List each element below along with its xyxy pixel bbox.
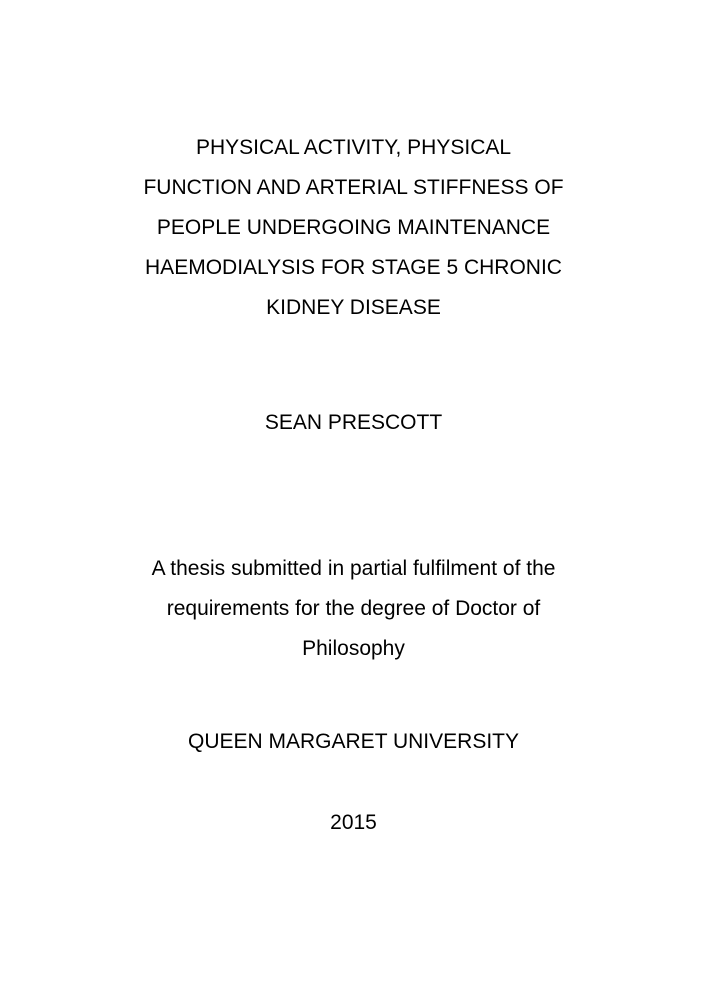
thesis-title-line: FUNCTION AND ARTERIAL STIFFNESS OF bbox=[143, 176, 564, 199]
author-name-text: SEAN PRESCOTT bbox=[264, 411, 443, 434]
degree-statement-line: requirements for the degree of Doctor of bbox=[166, 597, 541, 620]
submission-year-text: 2015 bbox=[330, 811, 377, 834]
thesis-title-line: KIDNEY DISEASE bbox=[266, 296, 441, 319]
degree-statement bbox=[0, 549, 707, 669]
degree-statement-line: A thesis submitted in partial fulfilment of the bbox=[151, 557, 556, 580]
institution-name bbox=[0, 722, 707, 762]
thesis-title-line: HAEMODIALYSIS FOR STAGE 5 CHRONIC bbox=[145, 256, 562, 279]
submission-year bbox=[0, 803, 707, 843]
author-name bbox=[0, 403, 707, 443]
thesis-title-line: PEOPLE UNDERGOING MAINTENANCE bbox=[156, 216, 551, 239]
thesis-title-line: PHYSICAL ACTIVITY, PHYSICAL bbox=[195, 136, 512, 159]
degree-statement-line: Philosophy bbox=[302, 637, 405, 660]
thesis-title bbox=[0, 128, 707, 328]
institution-name-text: QUEEN MARGARET UNIVERSITY bbox=[188, 730, 519, 753]
